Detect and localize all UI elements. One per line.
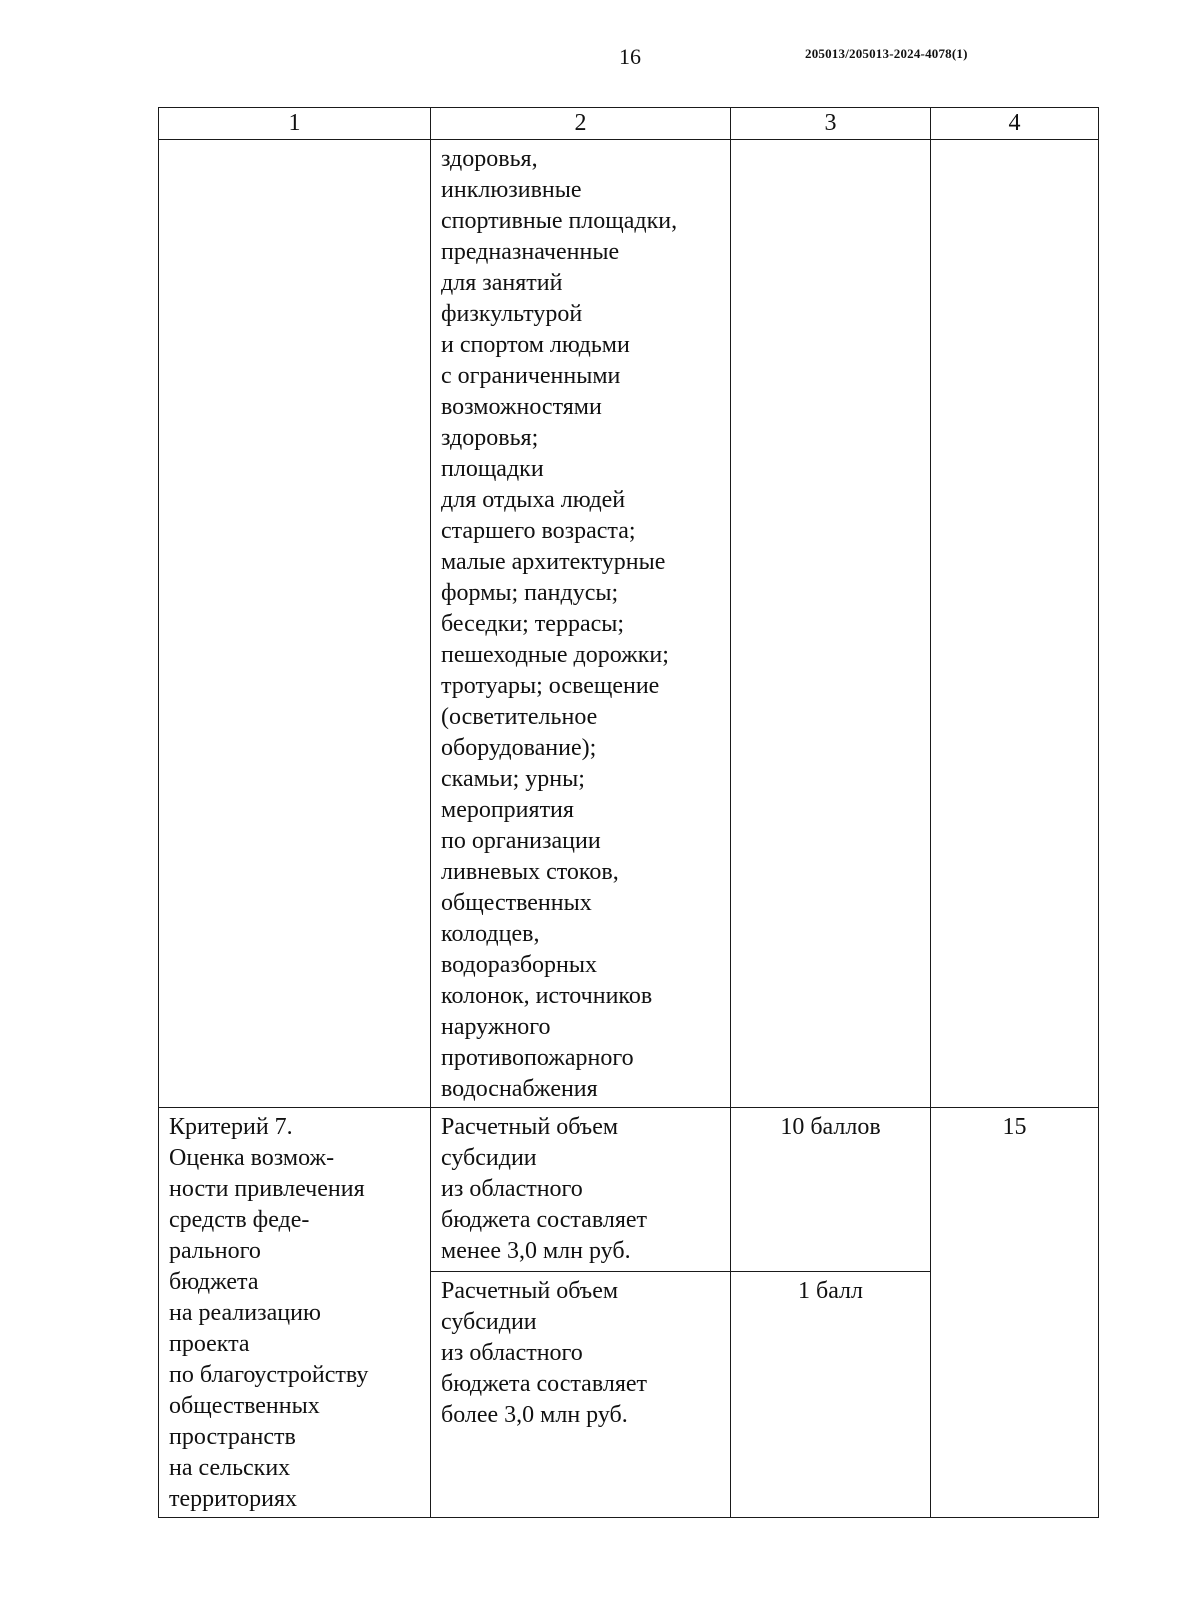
cont-cell-2	[431, 140, 731, 1108]
option-1-description: Расчетный объем субсидии из областного бюджета составляет менее 3,0 млн руб.	[441, 1114, 647, 1264]
cont-cell-4-text	[931, 140, 1098, 146]
option-2-description: Расчетный объем субсидии из областного бюджета составляет более 3,0 млн руб.	[441, 1278, 647, 1428]
cont-cell-3-text	[731, 140, 930, 146]
criterion-name: Критерий 7. Оценка возмож- ности привлечения средств феде- рального бюджета на реализацию проекта по благоустройству общественных пространств на сельских территориях	[169, 1114, 369, 1512]
header-cell-4: 4	[931, 108, 1099, 140]
option-2-score-cell	[731, 1272, 931, 1518]
document-id: 205013/205013-2024-4078(1)	[805, 46, 968, 61]
option-1-description-cell	[431, 1108, 731, 1272]
header-cell-1: 1	[159, 108, 431, 140]
header-cell-3: 3	[731, 108, 931, 140]
table-row	[159, 140, 1099, 1108]
cont-cell-3	[731, 140, 931, 1108]
cont-cell-2-text: здоровья, инклюзивные спортивные площадки, предназначенные для занятий физкультурой и спортом людьми с ограниченными возможностями здоровья; площадки для отдыха людей старшего возраста; малые архитектурные формы; пандусы; беседки; террасы; пешеходные дорожки; тротуары; освещение (осветительное оборудование); скамьи; урны; мероприятия по организации ливневых стоков, общественных колодцев, водоразборных колонок, источников наружного противопожарного водоснабжения	[441, 146, 678, 1102]
criterion-max-cell	[931, 1108, 1099, 1518]
option-1-score: 10 баллов	[780, 1114, 881, 1140]
table-row	[159, 1108, 1099, 1272]
criterion-name-cell	[159, 1108, 431, 1518]
page-number: 16	[619, 44, 641, 69]
header-cell-2: 2	[431, 108, 731, 140]
criterion-max-score: 15	[1002, 1114, 1027, 1140]
cont-cell-4	[931, 140, 1099, 1108]
criteria-table	[158, 107, 1099, 1518]
cont-cell-1	[159, 140, 431, 1108]
option-2-score: 1 балл	[797, 1278, 864, 1304]
table-header-row	[159, 108, 1099, 140]
option-2-description-cell	[431, 1272, 731, 1518]
cont-cell-1-text	[159, 140, 430, 146]
option-1-score-cell	[731, 1108, 931, 1272]
